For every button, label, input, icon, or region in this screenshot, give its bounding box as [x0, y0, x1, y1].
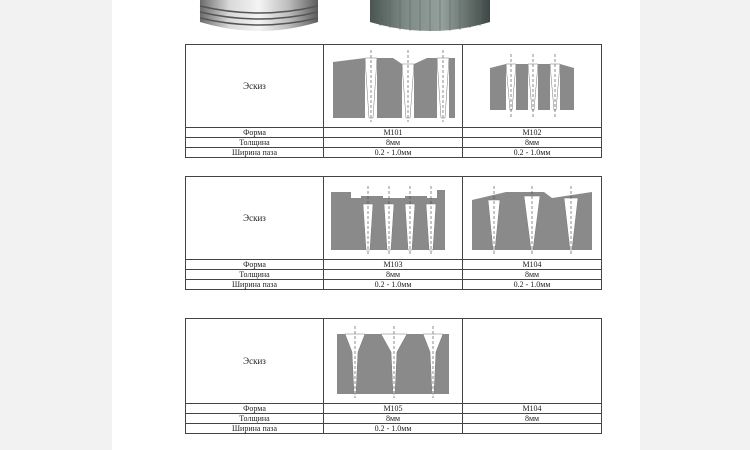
row-label-slot-width: Ширина паза — [186, 280, 324, 290]
slot-width-value — [463, 424, 602, 434]
form-value: M103 — [324, 260, 463, 270]
slot-width-value: 0.2 - 1.0мм — [463, 148, 602, 158]
profile-table-1 — [185, 44, 602, 158]
slot-width-value: 0.2 - 1.0мм — [324, 424, 463, 434]
sketch-m105 — [324, 319, 463, 404]
row-label-thickness: Толщина — [186, 414, 324, 424]
thickness-value: 8мм — [463, 138, 602, 148]
slot-width-value: 0.2 - 1.0мм — [324, 148, 463, 158]
thickness-value: 8мм — [324, 270, 463, 280]
sketch-m101 — [324, 45, 463, 128]
profile-table-3 — [185, 318, 602, 434]
sketch-m103 — [324, 177, 463, 260]
steel-cylinder-photo — [198, 0, 320, 34]
sketch-label: Эскиз — [186, 319, 324, 404]
thickness-value: 8мм — [463, 270, 602, 280]
row-label-form: Форма — [186, 128, 324, 138]
form-value: M101 — [324, 128, 463, 138]
row-label-thickness: Толщина — [186, 270, 324, 280]
sketch-label: Эскиз — [186, 177, 324, 260]
thickness-value: 8мм — [463, 414, 602, 424]
dark-cylinder-photo — [370, 0, 490, 34]
form-value: M102 — [463, 128, 602, 138]
row-label-form: Форма — [186, 260, 324, 270]
sketch-m102 — [463, 45, 602, 128]
sketch-m104 — [463, 177, 602, 260]
empty-sketch-cell — [463, 319, 602, 404]
form-value: M104 — [463, 404, 602, 414]
thickness-value: 8мм — [324, 138, 463, 148]
slot-width-value: 0.2 - 1.0мм — [324, 280, 463, 290]
row-label-form: Форма — [186, 404, 324, 414]
row-label-slot-width: Ширина паза — [186, 424, 324, 434]
form-value: M104 — [463, 260, 602, 270]
sketch-label: Эскиз — [186, 45, 324, 128]
thickness-value: 8мм — [324, 414, 463, 424]
row-label-thickness: Толщина — [186, 138, 324, 148]
slot-width-value: 0.2 - 1.0мм — [463, 280, 602, 290]
form-value: M105 — [324, 404, 463, 414]
profile-table-2 — [185, 176, 602, 290]
row-label-slot-width: Ширина паза — [186, 148, 324, 158]
